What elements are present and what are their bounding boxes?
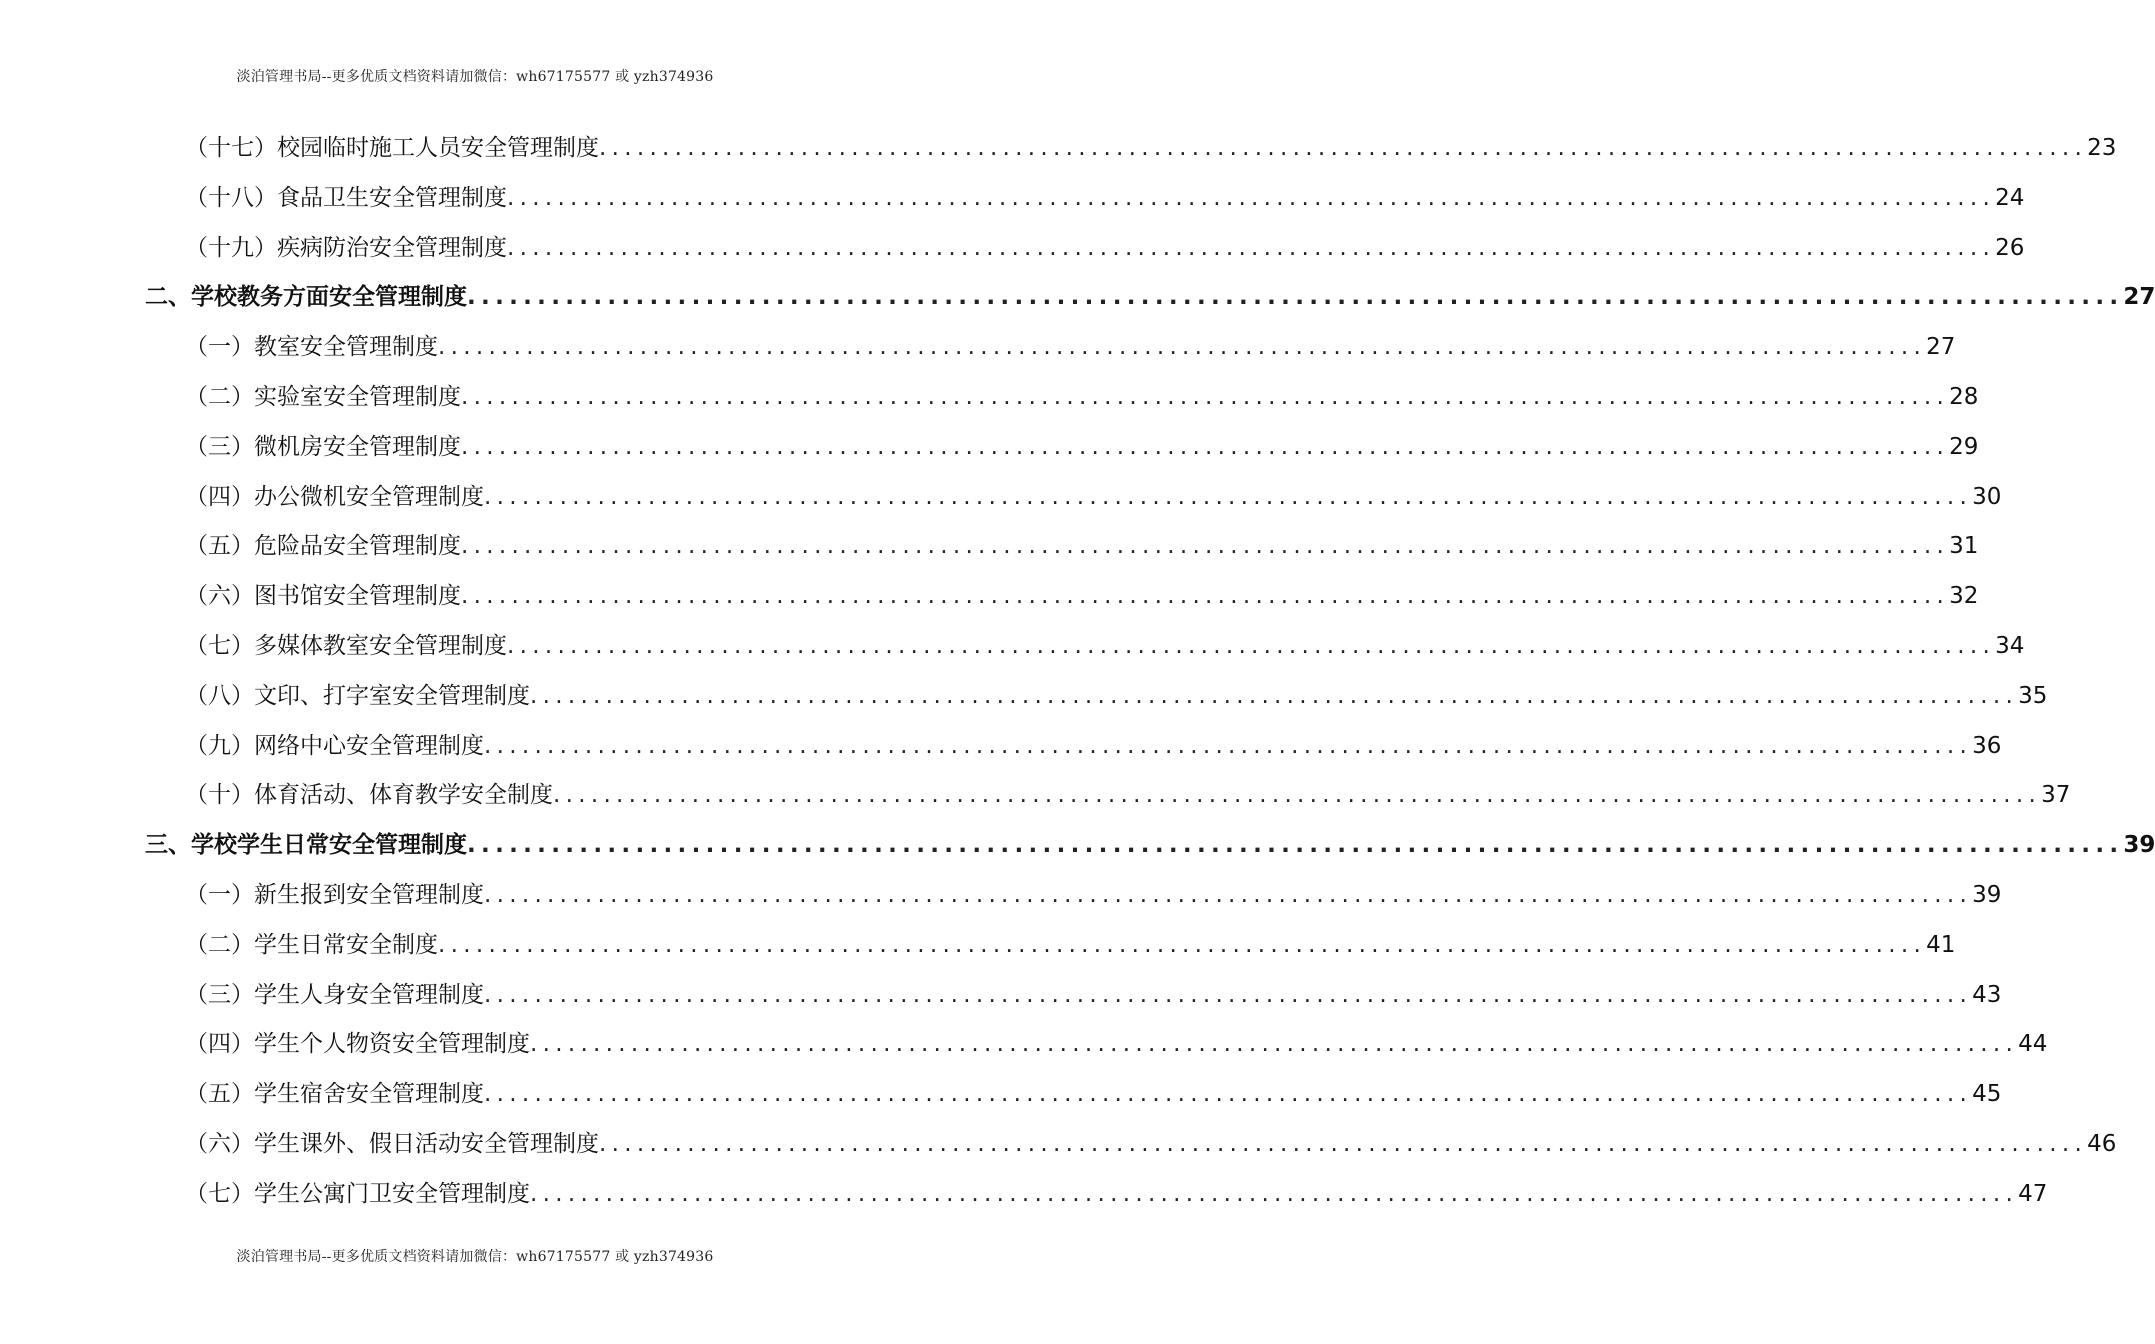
toc-entry-title: （七）多媒体教室安全管理制度 [185,632,507,659]
toc-dot-leader: ...................................................................................................................... [438,334,1927,361]
toc-dot-leader: ...................................................................................................................... [507,234,1996,261]
toc-entry-title: （十八）食品卫生安全管理制度 [185,184,507,211]
toc-dot-leader: ...................................................................................................................... [553,782,2042,809]
toc-entry-title: （四）办公微机安全管理制度 [185,483,484,510]
toc-page-number: 29 [1949,433,1979,460]
toc-page-number: 24 [1995,184,2025,211]
toc-dot-leader: ...................................................................................................................... [599,135,2088,161]
toc-page-number: 27 [2123,284,2155,311]
toc-entry-title: （一）新生报到安全管理制度 [185,881,484,908]
toc-section-heading[interactable] [0,821,2155,871]
toc-entry-title: （九）网络中心安全管理制度 [185,732,484,759]
toc-entry-title: （二）实验室安全管理制度 [185,383,461,410]
toc-entry-title: （六）学生课外、假日活动安全管理制度 [185,1130,599,1157]
toc-page-number: 30 [1972,483,2002,510]
toc-entry[interactable] [0,423,1979,473]
toc-entry[interactable] [0,672,2048,722]
toc-entry[interactable] [0,323,1956,373]
toc-dot-leader: ...................................................................................................................... [484,732,1973,759]
toc-entry-title: （三）微机房安全管理制度 [185,433,461,460]
toc-dot-leader: ...................................................................................................................... [484,1081,1973,1108]
toc-dot-leader: ...................................................................................................................... [461,583,1950,610]
toc-entry[interactable] [0,473,2002,523]
toc-page-number: 36 [1972,732,2002,759]
toc-page-number: 28 [1949,383,1979,410]
toc-entry-title: （十九）疾病防治安全管理制度 [185,234,507,261]
toc-page-number: 35 [2018,682,2048,709]
toc-dot-leader: ...................................................................................................................... [599,1130,2088,1157]
toc-entry-title: （四）学生个人物资安全管理制度 [185,1031,530,1058]
toc-page-number: 26 [1995,234,2025,261]
toc-page-number: 23 [2087,135,2117,161]
toc-page-number: 39 [1972,881,2002,908]
toc-dot-leader: ...................................................................................................................... [438,931,1927,958]
table-of-contents [0,124,2155,1220]
toc-page-number: 47 [2018,1180,2048,1207]
toc-dot-leader: ...................................................................................................................... [461,433,1950,460]
toc-dot-leader: ...................................................................................................................... [507,184,1996,211]
toc-entry[interactable] [0,921,1956,971]
toc-entry-title: 二、学校教务方面安全管理制度 [145,284,467,311]
toc-entry[interactable] [0,124,2117,174]
toc-entry-title: （八）文印、打字室安全管理制度 [185,682,530,709]
toc-page-number: 27 [1926,334,1956,361]
toc-entry[interactable] [0,174,2025,224]
toc-dot-leader: ...................................................................................................................... [530,682,2019,709]
toc-entry[interactable] [0,1120,2117,1170]
toc-entry-title: 三、学校学生日常安全管理制度 [145,832,467,859]
toc-entry[interactable] [0,224,2025,274]
toc-entry[interactable] [0,971,2002,1021]
toc-dot-leader: ...................................................................................................................... [461,533,1950,560]
toc-entry[interactable] [0,1020,2048,1070]
toc-entry-title: （五）危险品安全管理制度 [185,533,461,560]
toc-entry-title: （五）学生宿舍安全管理制度 [185,1081,484,1108]
toc-page-number: 39 [2123,832,2155,859]
toc-page-number: 32 [1949,583,1979,610]
toc-dot-leader: ...................................................................................................................... [507,632,1996,659]
toc-page-number: 31 [1949,533,1979,560]
toc-page-number: 44 [2018,1031,2048,1058]
toc-dot-leader: ...................................................................................................................... [467,832,2124,859]
toc-entry[interactable] [0,373,1979,423]
toc-entry[interactable] [0,722,2002,772]
toc-entry-title: （七）学生公寓门卫安全管理制度 [185,1180,530,1207]
page-header: 淡泊管理书局--更多优质文档资料请加微信：wh67175577 或 yzh374936 [236,69,714,85]
toc-entry[interactable] [0,1170,2048,1220]
toc-dot-leader: ...................................................................................................................... [530,1031,2019,1058]
toc-entry[interactable] [0,572,1979,622]
toc-entry-title: （十七）校园临时施工人员安全管理制度 [185,135,599,161]
toc-page-number: 46 [2087,1130,2117,1157]
toc-page-number: 34 [1995,632,2025,659]
toc-entry-title: （十）体育活动、体育教学安全制度 [185,782,553,809]
toc-dot-leader: ...................................................................................................................... [484,483,1973,510]
toc-dot-leader: ...................................................................................................................... [530,1180,2019,1207]
toc-entry[interactable] [0,622,2025,672]
page-footer: 淡泊管理书局--更多优质文档资料请加微信：wh67175577 或 yzh374936 [236,1249,714,1265]
toc-entry-title: （三）学生人身安全管理制度 [185,981,484,1008]
toc-dot-leader: ...................................................................................................................... [461,383,1950,410]
toc-page-number: 43 [1972,981,2002,1008]
toc-entry-title: （一）教室安全管理制度 [185,334,438,361]
toc-entry-title: （六）图书馆安全管理制度 [185,583,461,610]
toc-page-number: 37 [2041,782,2071,809]
toc-section-heading[interactable] [0,273,2155,323]
toc-dot-leader: ...................................................................................................................... [467,284,2124,311]
toc-page-number: 45 [1972,1081,2002,1108]
toc-dot-leader: ...................................................................................................................... [484,981,1973,1008]
toc-entry[interactable] [0,1070,2002,1120]
toc-entry[interactable] [0,522,1979,572]
toc-entry[interactable] [0,771,2071,821]
toc-entry-title: （二）学生日常安全制度 [185,931,438,958]
toc-dot-leader: ...................................................................................................................... [484,881,1973,908]
toc-entry[interactable] [0,871,2002,921]
toc-page-number: 41 [1926,931,1956,958]
